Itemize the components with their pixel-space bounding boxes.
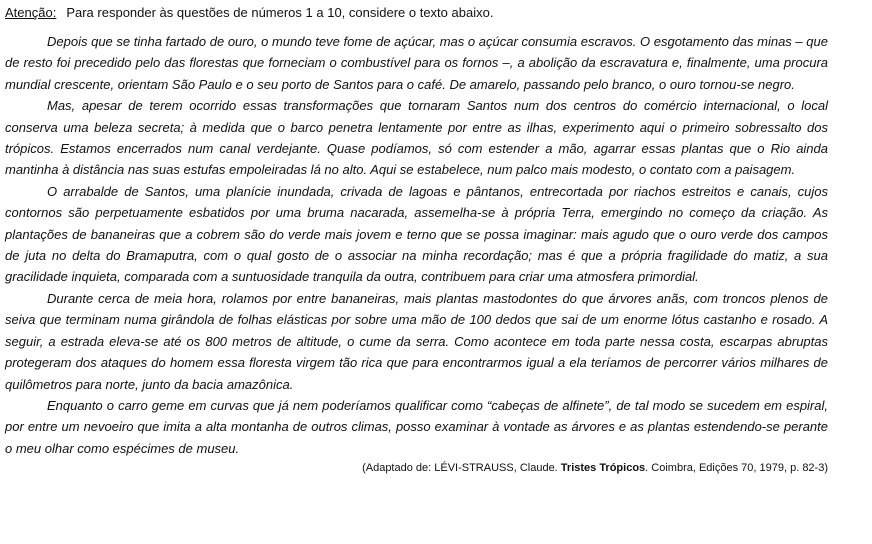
- paragraph-2: Mas, apesar de terem ocorrido essas transformações que tornaram Santos num dos centros do comércio internacional, o local conserva uma beleza secreta; à medida que o barco penetra lentamente por entre as ilhas, experimento aqui o primeiro sobressalto dos trópicos. Estamos encerrados num canal verdejante. Quase podíamos, só com estender a mão, agarrar essas plantas que o Rio ainda mantinha à distância nas suas estufas empoleiradas lá no alto. Aqui se estabelece, num palco mais modesto, o contato com a paisagem.: [5, 98, 828, 178]
- book-title: Tristes Trópicos: [560, 462, 646, 475]
- citation-suffix: . Coimbra, Edições 70, 1979, p. 82-3): [645, 462, 828, 475]
- attention-label: Atenção:: [5, 5, 57, 20]
- source-text: [5, 31, 828, 459]
- citation: [5, 461, 828, 475]
- citation-prefix: (Adaptado de: LÉVI-STRAUSS, Claude.: [362, 462, 561, 475]
- instruction-text: Para responder às questões de números 1 a 10, considere o texto abaixo.: [66, 5, 494, 20]
- instruction-header: [5, 5, 828, 21]
- paragraph-1: Depois que se tinha fartado de ouro, o mundo teve fome de açúcar, mas o açúcar consumia escravos. O esgotamento das minas – que de resto foi precedido pelo das florestas que forneciam o combustível para os fornos –, a abolição da escravatura e, finalmente, uma procura mundial crescente, orientam São Paulo e o seu porto de Santos para o café. De amarelo, passando pelo branco, o ouro tornou-se negro.: [5, 34, 828, 92]
- paragraph-5: Enquanto o carro geme em curvas que já nem poderíamos qualificar como “cabeças de alfinete”, de tal modo se sucedem em espiral, por entre um nevoeiro que imita a alta montanha de outros climas, posso examinar à vontade as árvores e as plantas estendendo-se perante o meu olhar como espécimes de museu.: [5, 397, 828, 456]
- paragraph-4: Durante cerca de meia hora, rolamos por entre bananeiras, mais plantas mastodontes do que árvores anãs, com troncos plenos de seiva que terminam numa girândola de folhas elásticas por sobre uma mão de 100 dedos que sai de um enorme lótus castanho e rosado. A seguir, a estrada eleva-se até os 800 metros de altitude, o cume da serra. Como acontece em toda parte nessa costa, escarpas abruptas protegeram dos ataques do homem essa floresta virgem tão rica que para encontrarmos igual a ela teríamos de percorrer vários milhares de quilômetros para norte, junto da bacia amazônica.: [5, 290, 828, 392]
- paragraph-3: O arrabalde de Santos, uma planície inundada, crivada de lagoas e pântanos, entrecortada por riachos estreitos e canais, cujos contornos são perpetuamente esbatidos por uma bruma nacarada, assemelha-se à própria Terra, emergindo no começo da criação. As plantações de bananeiras que a cobrem são do verde mais jovem e terno que se possa imaginar: mais agudo que o ouro verde dos campos de juta no delta do Bramaputra, com o qual gosto de o associar na minha recordação; mas é que a própria fragilidade do matiz, a sua gracilidade inquieta, comparada com a suntuosidade tranquila da outra, contribuem para criar uma atmosfera primordial.: [5, 183, 828, 285]
